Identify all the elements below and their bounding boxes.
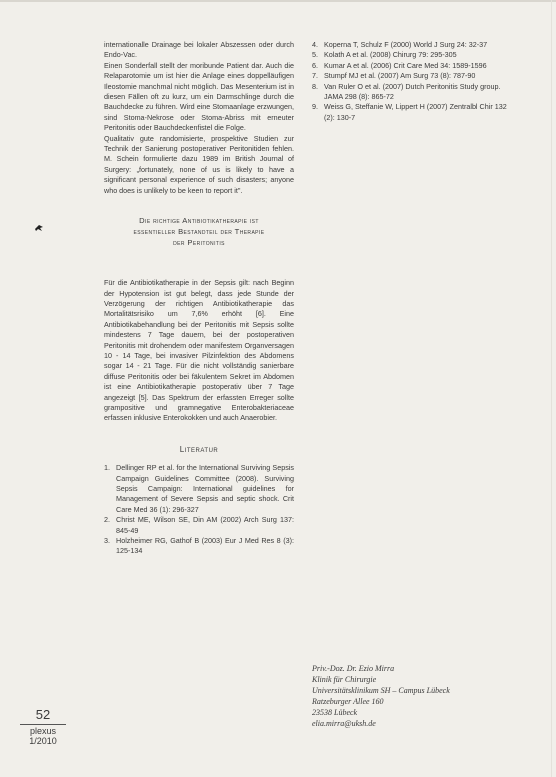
section-title-line: Die richtige Antibiotikatherapie ist [139, 216, 259, 226]
address-line: 23538 Lübeck [312, 708, 358, 717]
reference-number: 8. [312, 81, 318, 91]
reference-item [312, 40, 508, 50]
reference-number: 9. [312, 102, 318, 112]
reference-number: 6. [312, 60, 318, 70]
author-name: Priv.-Doz. Dr. Ezio Mirra [312, 664, 395, 673]
reference-text: Christ ME, Wilson SE, Din AM (2002) Arch Surg 137: 845-49 [116, 515, 294, 535]
reference-text: Koperna T, Schulz F (2000) World J Surg 24: 32-37 [324, 40, 488, 49]
footer-rule [20, 724, 66, 725]
left-column [104, 40, 294, 557]
author-address [312, 663, 512, 729]
reference-text: Kolath A et al. (2008) Chirurg 79: 295-305 [324, 50, 457, 60]
reference-item [104, 515, 294, 536]
reference-item [312, 71, 508, 81]
reference-text: Holzheimer RG, Gathof B (2003) Eur J Med Res 8 (3): 125-134 [116, 536, 294, 556]
reference-item [312, 102, 508, 123]
reference-item [312, 61, 508, 71]
reference-text: Dellinger RP et al. for the International Surviving Sepsis Campaign Guidelines Committee (2008). Surviving Sepsis Campaign: International guidelines for Management of Severe Sepsis and septic shock. Crit Care Med 36 (1): 296-327 [116, 463, 294, 514]
journal-name: plexus [29, 726, 56, 736]
page-number: 52 [35, 707, 51, 722]
top-rule [0, 0, 556, 2]
section-title-line: der Peritonitis [173, 238, 225, 248]
address-line: Ratzeburger Allee 160 [312, 697, 384, 706]
section-title-line: essentieller Bestandteil der Therapie [133, 227, 265, 237]
reference-number: 2. [104, 515, 110, 525]
journal-issue: 1/2010 [29, 736, 57, 746]
reference-list [104, 463, 294, 557]
author-email[interactable]: elia.mirra@uksh.de [312, 719, 376, 728]
reference-item [312, 50, 508, 60]
literature-heading: Literatur [179, 444, 219, 454]
reference-text: Weiss G, Steffanie W, Lippert H (2007) Zentralbl Chir 132 (2): 130-7 [324, 102, 507, 122]
ink-mark-icon [34, 224, 44, 232]
reference-item [312, 82, 508, 103]
reference-list-continued [312, 40, 508, 123]
page-edge [551, 0, 552, 777]
section-title [104, 215, 294, 248]
reference-text: Van Ruler O et al. (2007) Dutch Peritonitis Study group. JAMA 298 (8): 865-72 [324, 81, 501, 102]
right-column [312, 40, 508, 123]
page-footer [0, 708, 86, 746]
reference-number: 1. [104, 463, 110, 473]
reference-text: Stumpf MJ et al. (2007) Am Surg 73 (8): 787-90 [324, 71, 476, 81]
reference-text: Kumar A et al. (2006) Crit Care Med 34: 1589-1596 [324, 60, 487, 70]
paragraph-moribund-patient: Einen Sonderfall stellt der moribunde Patient dar. Auch die Relaparotomie um ist hier die Anlage eines doppelläufigen Ileostomie manchmal nicht möglich. Das Mesenterium ist in diesen Fällen oft zu kurz, um ein Darmschlinge durch die Bauchdecke zu führen. Wird eine Stomaanlage erzwungen, sind Stoma-Nekrose oder Stoma-Abriss mit erneuter Peritonitis oder Bauchdeckenfistel die Folge. [104, 60, 294, 133]
address-line: Klinik für Chirurgie [312, 675, 377, 684]
address-line: Universitätsklinikum SH – Campus Lübeck [312, 686, 450, 695]
paragraph-drainage: internationalle Drainage bei lokaler Abszessen oder durch Endo-Vac. [104, 40, 294, 60]
reference-item [104, 536, 294, 557]
reference-number: 4. [312, 40, 318, 49]
reference-number: 5. [312, 50, 318, 60]
reference-number: 3. [104, 536, 110, 546]
paragraph-studies: Qualitativ gute randomisierte, prospektive Studien zur Technik der Sanierung postoperativer Peritonitiden fehlen. M. Schein formulierte dazu 1989 im British Journal of Surgery: „fortunately, none of us is likely to have a significant personal experience of such disasters; anyone who does is unlikely to be keen to report it". [104, 133, 294, 195]
paragraph-antibiotics: Für die Antibiotikatherapie in der Sepsis gilt: nach Beginn der Hypotension ist gut belegt, dass jede Stunde der Verzögerung der richtigen Antibiotikatherapie das Mortalitätsrisiko um 7,6% erhöht [6]. Eine Antibiotikabehandlung bei der Peritonitis mit Sepsis sollte mindestens 7 Tage dauern, bei der postoperativen Peritonitis mit drohendem oder manifestem Organversagen 10 - 14 Tage, bei invasiver Pilzinfektion des Abdomens sogar 14 - 21 Tage. Für die nicht vollständig sanierbare diffuse Peritonitis oder bei fäkulentem Sekret im Abdomen ist eine Antibiotikatherapie postoperativ über 7 Tage angezeigt [5]. Das Spektrum der erfassten Erreger sollte grampositive und gramnegative Enterobakteriaceae erfassen inklusive Enterokokken und auch Anaerobier. [104, 278, 294, 423]
reference-number: 7. [312, 71, 318, 81]
reference-item [104, 463, 294, 515]
